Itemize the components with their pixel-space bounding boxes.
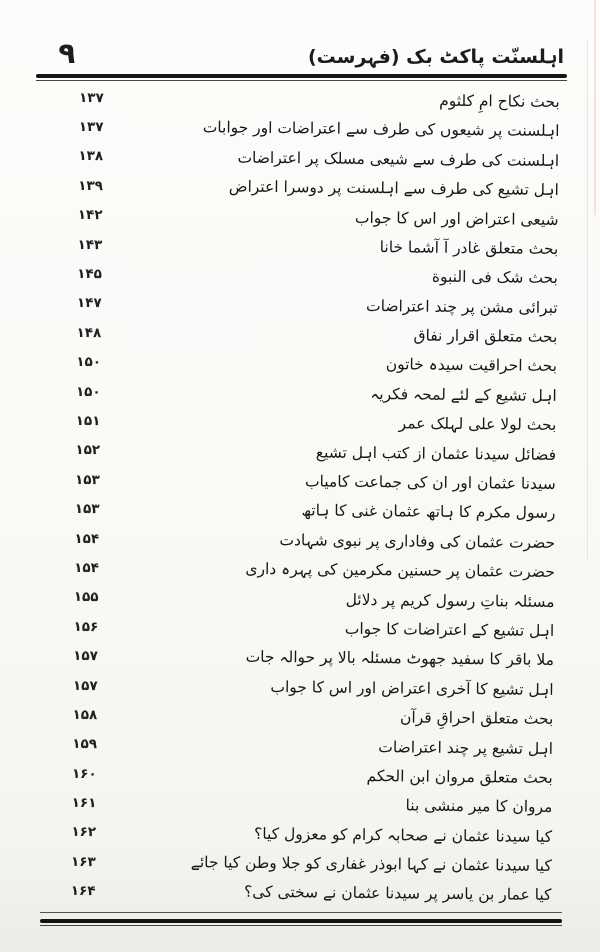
toc-entry-title: بحث شک فی النبوة bbox=[431, 267, 559, 288]
toc-entry-title: اہلسنت کی طرف سے شیعی مسلک پر اعتراضات bbox=[237, 148, 560, 170]
toc-page-number: ۱۵۳ bbox=[74, 501, 100, 518]
toc-entry-title: کیا سیدنا عثمان نے صحابہ کرام کو معزول کیا؟ bbox=[253, 824, 553, 846]
toc-entry-title: کیا عمار بن یاسر پر سیدنا عثمان نے سختی کی؟ bbox=[243, 883, 552, 905]
toc-entry-title: بحث متعلق غادر آ آشما خانا bbox=[379, 238, 559, 258]
footer-divider-upper-thin-line bbox=[40, 912, 562, 913]
toc-entry-title: رسول مکرم کا ہاتھ عثمان غنی کا ہاتھ bbox=[301, 501, 556, 523]
book-title: اہلسنّت پاکٹ بک (فہرست) bbox=[307, 46, 564, 68]
toc-entry-title: اہل تشیع پر چند اعتراضات bbox=[378, 737, 554, 758]
toc-entry-title: اہلسنت پر شیعوں کی طرف سے اعتراضات اور جوابات bbox=[202, 118, 560, 141]
toc-entry-title: سیدنا عثمان اور ان کی جماعت کامیاب bbox=[304, 472, 556, 493]
toc-entry-title: کیا سیدنا عثمان نے کہا ابوذر غفاری کو جلا وطن کیا جائے bbox=[190, 853, 552, 876]
toc-entry-title: ملا باقر کا سفید جھوٹ مسئلہ بالا پر حوالہ جات bbox=[245, 648, 555, 670]
toc-page-number: ۱۵۰ bbox=[76, 354, 102, 371]
toc-page-number: ۱۵۸ bbox=[72, 706, 98, 724]
toc-page-number: ۱۴۸ bbox=[76, 324, 102, 342]
toc-page-number: ۱۵۰ bbox=[75, 383, 101, 400]
toc-page-number: ۱۵۳ bbox=[74, 471, 100, 488]
toc-entry-title: بحث لولا علی لہلک عمر bbox=[398, 414, 557, 435]
toc-entry-title: بحث متعلق اقرار نفاق bbox=[413, 326, 558, 347]
footer-divider-thick-line bbox=[40, 919, 562, 923]
toc-entry-title: حضرت عثمان پر حسنین مکرمین کی پہرہ داری bbox=[245, 559, 555, 582]
toc-entry-title: اہل تشیع کی طرف سے اہلسنت پر دوسرا اعتراض bbox=[228, 177, 559, 200]
toc-entry-title: اہل تشیع کے اعتراضات کا جواب bbox=[344, 619, 555, 640]
toc-entry-title: حضرت عثمان کی وفاداری پر نبوی شہادت bbox=[279, 530, 556, 552]
toc-entry-title: بحث متعلق احراقِ قرآن bbox=[399, 708, 554, 729]
toc-page-number: ۱۳۷ bbox=[78, 89, 104, 106]
toc-page-number: ۱۳۷ bbox=[78, 119, 104, 136]
toc-page-number: ۱۶۳ bbox=[70, 853, 96, 871]
page-header bbox=[0, 0, 600, 72]
toc-entry-title: بحث نکاح امِ کلثوم bbox=[439, 91, 560, 111]
toc-page-number: ۱۶۱ bbox=[71, 794, 97, 812]
toc-page-number: ۱۵۶ bbox=[73, 618, 99, 635]
footer-divider-thin-line bbox=[40, 925, 562, 926]
toc-row bbox=[0, 876, 592, 912]
toc-page-number: ۱۶۲ bbox=[71, 824, 97, 841]
toc-page-number: ۱۵۴ bbox=[74, 530, 100, 547]
toc-page-number: ۱۵۷ bbox=[72, 677, 98, 694]
toc-page-number: ۱۴۷ bbox=[76, 295, 102, 312]
toc-entry-title: مسئلہ بناتِ رسول کریم پر دلائل bbox=[345, 590, 555, 611]
toc-page-number: ۱۵۴ bbox=[74, 559, 99, 577]
toc-page-number: ۱۵۵ bbox=[73, 589, 99, 606]
toc-page-number: ۱۳۹ bbox=[78, 177, 103, 195]
toc-entry-title: مروان کا میر منشی بنا bbox=[405, 796, 553, 817]
toc-page-number: ۱۵۷ bbox=[73, 648, 99, 665]
toc-page-number: ۱۵۹ bbox=[72, 736, 98, 753]
toc-entry-title: تبرائی مشن پر چند اعتراضات bbox=[365, 296, 558, 317]
toc-page-number: ۱۵۱ bbox=[75, 412, 101, 430]
toc-entry-title: اہل تشیع کے لئے لمحہ فکریہ bbox=[370, 384, 557, 405]
toc-entry-title: بحث احراقیت سیدہ خاتون bbox=[385, 355, 558, 376]
toc-page-number: ۱۶۰ bbox=[71, 765, 97, 782]
toc-entry-title: بحث متعلق مروان ابن الحکم bbox=[366, 766, 553, 787]
toc-page-number: ۱۴۵ bbox=[77, 265, 103, 283]
toc-page-number: ۱۴۳ bbox=[77, 236, 103, 253]
toc-entry-title: شیعی اعتراض اور اس کا جواب bbox=[354, 208, 559, 229]
toc-page-number: ۱۴۲ bbox=[77, 207, 103, 224]
toc-page-number: ۱۶۴ bbox=[70, 883, 96, 900]
page-number: ۹ bbox=[56, 36, 77, 70]
toc-page-number: ۱۳۸ bbox=[78, 148, 104, 165]
footer-divider bbox=[40, 912, 562, 926]
toc-entry-title: اہل تشیع کا آخری اعتراض اور اس کا جواب bbox=[270, 677, 554, 699]
toc-page-number: ۱۵۲ bbox=[75, 442, 101, 459]
toc-entry-title: فضائل سیدنا عثمان از کتب اہل تشیع bbox=[315, 443, 557, 464]
toc-list bbox=[0, 75, 600, 911]
